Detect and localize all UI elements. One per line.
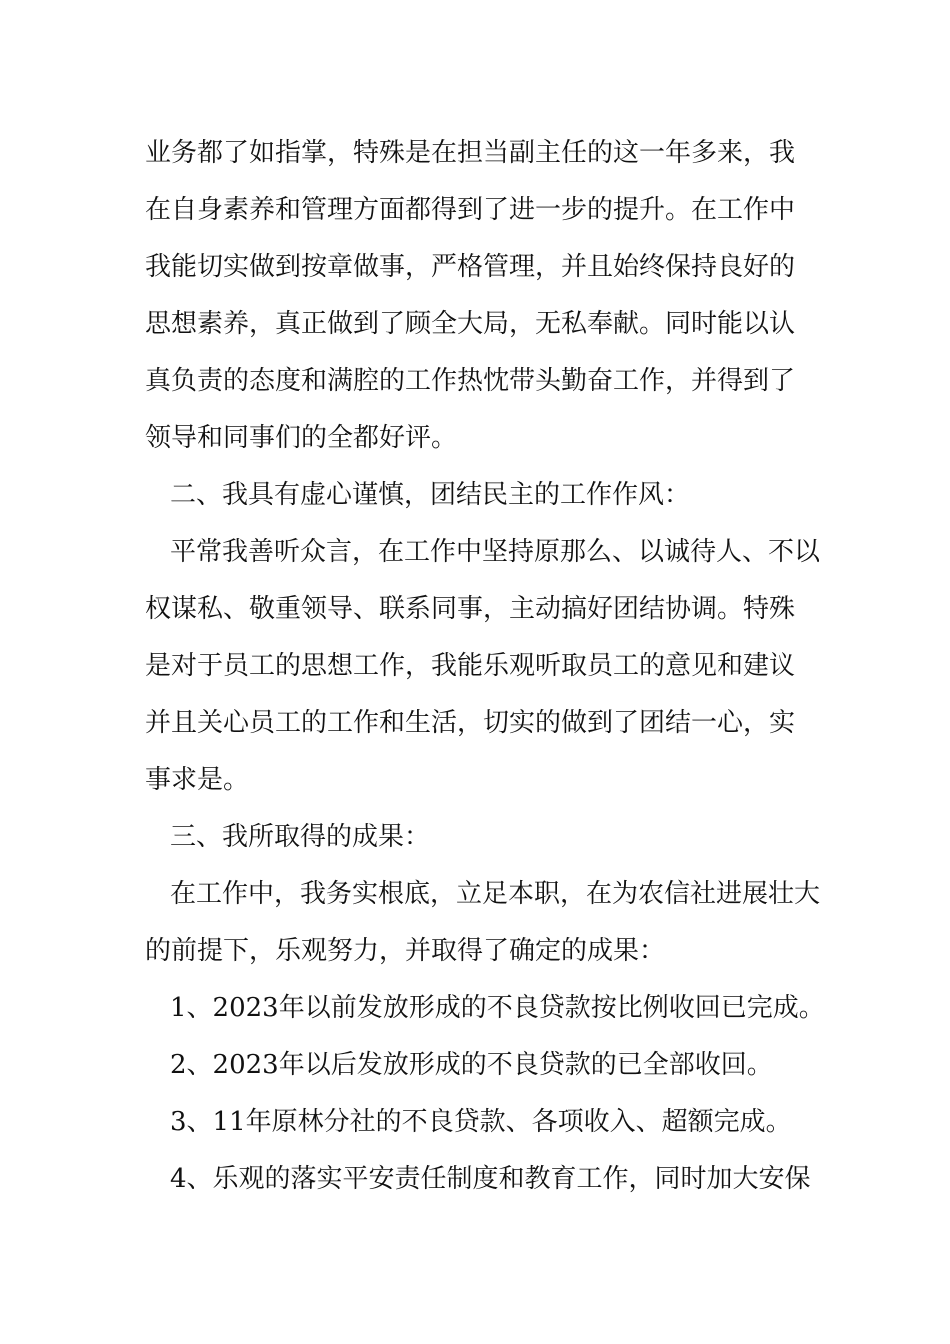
text-line-8: 平常我善听众言，在工作中坚持原那么、以诚待人、不以 [170, 537, 821, 567]
list-item-4: 4、乐观的落实平安责任制度和教育工作，同时加大安保 [170, 1164, 811, 1194]
section-heading-2: 二、我具有虚心谨慎，团结民主的工作作风： [170, 480, 691, 510]
text-line-2: 在自身素养和管理方面都得到了进一步的提升。在工作中 [145, 195, 796, 225]
text-line-1: 业务都了如指掌，特殊是在担当副主任的这一年多来，我 [145, 138, 796, 168]
list-item-2: 2、2023年以后发放形成的不良贷款的已全部收回。 [170, 1050, 773, 1080]
text-line-11: 并且关心员工的工作和生活，切实的做到了团结一心，实 [145, 708, 796, 738]
text-line-15: 的前提下，乐观努力，并取得了确定的成果： [145, 936, 666, 966]
text-line-10: 是对于员工的思想工作，我能乐观听取员工的意见和建议 [145, 651, 796, 681]
list-item-1: 1、2023年以前发放形成的不良贷款按比例收回已完成。 [170, 993, 825, 1023]
text-line-5: 真负责的态度和满腔的工作热忱带头勤奋工作，并得到了 [145, 366, 796, 396]
text-line-4: 思想素养，真正做到了顾全大局，无私奉献。同时能以认 [145, 309, 796, 339]
text-line-9: 权谋私、敬重领导、联系同事，主动搞好团结协调。特殊 [145, 594, 796, 624]
text-line-6: 领导和同事们的全都好评。 [145, 423, 458, 453]
text-line-14: 在工作中，我务实根底，立足本职，在为农信社进展壮大 [170, 879, 821, 909]
list-item-3: 3、11年原林分社的不良贷款、各项收入、超额完成。 [170, 1107, 792, 1137]
section-heading-3: 三、我所取得的成果： [170, 822, 431, 852]
text-line-12: 事求是。 [145, 765, 250, 795]
text-line-3: 我能切实做到按章做事，严格管理，并且始终保持良好的 [145, 252, 796, 282]
